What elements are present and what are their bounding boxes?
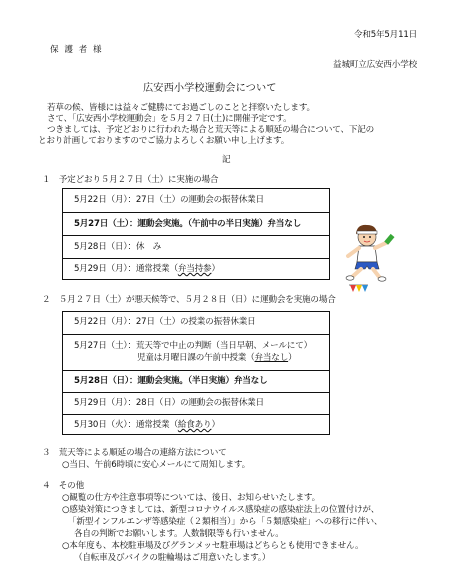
section2-row [63,392,329,415]
section1-row [63,235,329,259]
intro-line-2: さて、「広安西小学校運動会」を５月２７日(土)に開催予定です。 [47,114,292,124]
section4-line: 各自の判断でお願いします。人数制限等も行いません。 [74,529,284,539]
addressee: 保 護 者 様 [50,45,104,55]
row-note: 弁当なし [254,353,289,363]
section1-row [63,258,329,281]
row-text: ：27日（土）の授業の振替休業日 [127,317,256,327]
section3-line: ○当日、午前6時頃に安心メールにて周知します。 [62,460,250,470]
intro-line-3: つきましては、予定どおりに行われた場合と荒天等による順延の場合について、下記の [47,125,375,135]
running-child-illustration [336,222,406,284]
row-date: 5月28日（日） [74,376,130,386]
row-text: ：27日（土）の運動会の振替休業日 [127,195,264,205]
row-text: ：通常授業（ [127,420,178,430]
row-date: 5月27日（土） [74,341,128,351]
row-text: ：荒天等で中止の判断（当日早朝、メールにて） [127,341,312,351]
section1-row [63,189,329,212]
row-close: ） [288,353,297,363]
intro-line-1: 若草の候、皆様には益々ご健勝にてお過ごしのことと拝察いたします。 [47,103,315,113]
document-title: 広安西小学校運動会について [143,83,277,94]
pennant-flags-icon [348,283,370,297]
row-date: 5月27日（土） [74,219,130,229]
row-close: ） [211,264,220,274]
section3-heading: ３ 荒天等による順延の場合の連絡方法について [42,448,227,458]
row-text: ：休 み [127,242,162,252]
row-text-line2: 児童は月曜日課の午前中授業（ [137,353,255,363]
intro-line-4: とおり計画しておりますのでご協力よろしくお願い申し上げます。 [38,136,290,146]
section1-schedule-box [62,188,330,280]
section2-schedule-box [62,311,330,435]
sender-school: 益城町立広安西小学校 [333,60,417,70]
row-text: ：運動会実施。（午前中の半日実施）弁当なし [129,219,301,229]
row-date: 5月22日（月） [74,317,128,327]
row-note: 給食あり [177,420,212,430]
row-date: 5月28日（日） [74,242,128,252]
row-date: 5月30日（火） [74,420,128,430]
row-text: ：運動会実施。（半日実施）弁当なし [129,376,268,386]
section4-line: （自転車及びバイクの駐輪場はご用意いたします。） [74,553,271,563]
document-date: 令和5年5月11日 [353,30,417,40]
section2-heading: ２ ５月２７日（土）が悪天候等で、５月２８日（日）に運動会を実施の場合 [42,295,336,305]
section4-heading: ４ その他 [42,481,84,491]
row-note: 弁当持参 [177,264,212,274]
section2-row [63,370,329,393]
row-text: ：通常授業（ [127,264,178,274]
row-date: 5月22日（月） [74,195,128,205]
section4-line: 「新型インフルエンザ等感染症（２類相当）」から「５類感染症」への移行に伴い、 [68,517,383,527]
section1-row [63,212,329,236]
section4-line: ○本年度も、本校駐車場及びグランメッセ駐車場はどちらとも使用できません。 [62,541,364,551]
section2-row [63,312,329,334]
section1-heading: １ 予定どおり５月２７日（土）に実施の場合 [42,175,219,185]
section2-row [63,334,329,371]
ki-mark: 記 [222,155,231,165]
section4-line: ○観覧の仕方や注意事項等については、後日、お知らせいたします。 [62,493,320,503]
row-close: ） [211,420,220,430]
row-text: ：28日（日）の運動会の振替休業日 [127,398,264,408]
section4-line: ○感染対策につきましては、新型コロナウイルス感染症の感染症法上の位置付けが、 [62,505,380,515]
section2-row [63,414,329,436]
row-date: 5月29日（月） [74,398,128,408]
row-date: 5月29日（月） [74,264,128,274]
